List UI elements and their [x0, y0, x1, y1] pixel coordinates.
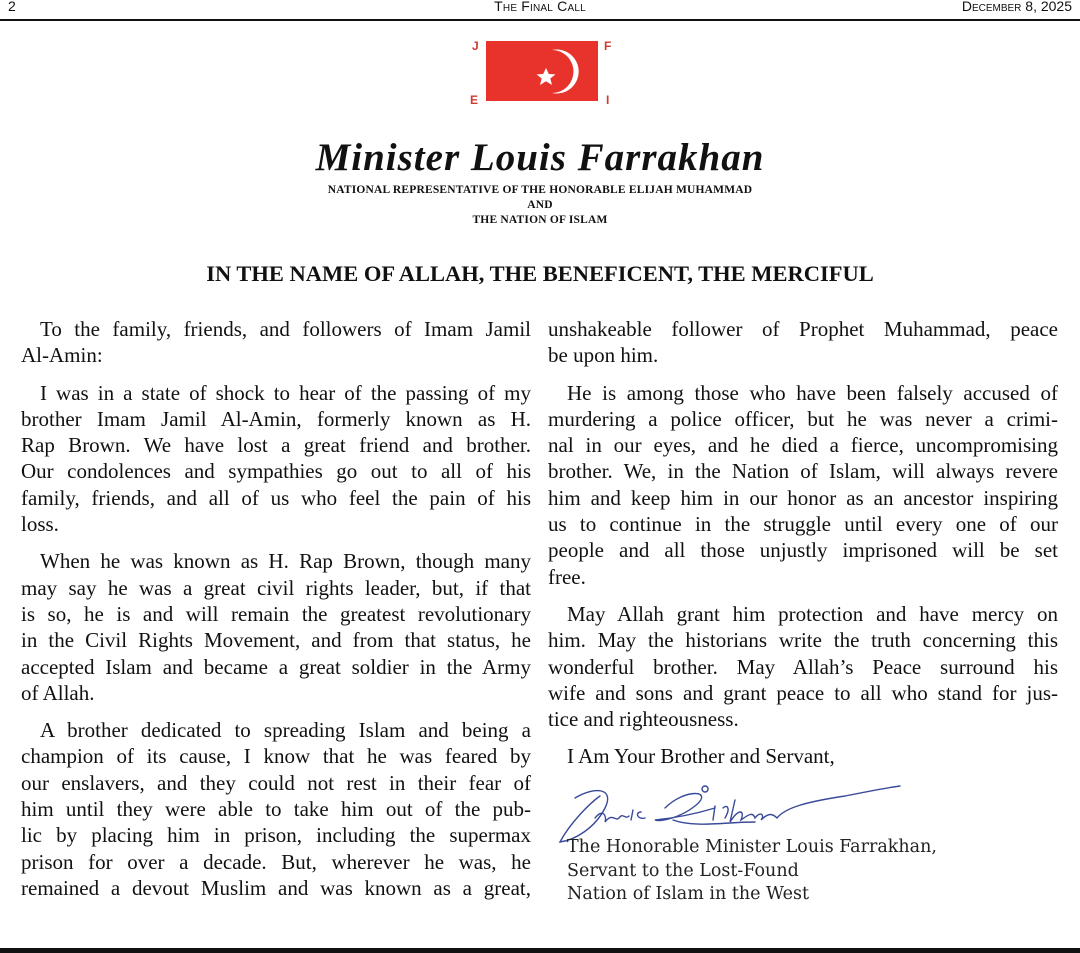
paragraph: [21, 316, 531, 369]
text-line: wonderful brother. May Allah’s Peace surround his: [548, 654, 1058, 679]
paragraph: [548, 743, 1058, 769]
headline: IN THE NAME OF ALLAH, THE BENEFICENT, THE MERCIFUL: [206, 261, 874, 286]
text-line: Al-Amin:: [21, 343, 103, 368]
paragraph: [21, 380, 531, 538]
closing-line1: The Honorable Minister Louis Farrakhan,: [567, 837, 937, 857]
header-rule: [0, 19, 1080, 21]
closing-line3: Nation of Islam in the West: [567, 884, 809, 904]
text-line: loss.: [21, 512, 59, 537]
text-line: Rap Brown. We have lost a great friend and brother.: [21, 433, 531, 458]
text-line: tice and righteousness.: [548, 707, 739, 732]
emblem-letter-j: J: [472, 39, 479, 53]
text-line: him and keep him in our honor as an ancestor inspiring: [548, 485, 1058, 510]
text-line: brother Imam Jamil Al-Amin, formerly known as H.: [21, 406, 531, 431]
text-line: prison for over a decade. But, wherever he was, he: [21, 849, 531, 874]
text-line: Our condolences and sympathies go out to all of his: [21, 459, 531, 484]
text-line: unshakeable follower of Prophet Muhammad, peace: [548, 317, 1058, 341]
closing-line2: Servant to the Lost-Found: [567, 860, 799, 881]
text-line: I was in a state of shock to hear of the passing of my: [40, 380, 531, 405]
column-left: [21, 316, 531, 912]
column-right: [548, 316, 1058, 781]
emblem-letter-f: F: [604, 39, 612, 53]
text-line: him. May the historians write the truth concerning this: [548, 628, 1058, 653]
text-line: To the family, friends, and followers of Imam Jamil: [40, 317, 531, 341]
masthead-line2: AND: [527, 199, 553, 211]
text-line: nal in our eyes, and he died a fierce, uncompromising: [548, 433, 1058, 458]
text-line: lic by placing him in prison, including the supermax: [21, 823, 531, 848]
text-line: him until they were able to take him out of the pub-: [21, 797, 531, 822]
flag-field: [486, 41, 598, 101]
publication-name: The Final Call: [494, 0, 586, 14]
footer-rule: [0, 948, 1080, 953]
text-line: I Am Your Brother and Servant,: [567, 744, 835, 769]
flag-star-crescent-icon: [466, 36, 616, 108]
paragraph: [548, 380, 1058, 590]
text-line: A brother dedicated to spreading Islam and being a: [40, 718, 531, 743]
text-line: remained a devout Muslim and was known as a great,: [21, 875, 531, 900]
issue-date: December 8, 2025: [961, 0, 1072, 14]
text-line: people and all those unjustly imprisoned will be set: [548, 538, 1058, 563]
text-line: our enslavers, and they could not rest in their fear of: [21, 770, 531, 795]
emblem-letter-i: I: [606, 93, 610, 107]
text-line: brother. We, in the Nation of Islam, will always revere: [548, 459, 1058, 484]
masthead-name: Minister Louis Farrakhan: [315, 136, 765, 179]
text-line: of Allah.: [21, 680, 95, 705]
text-line: When he was known as H. Rap Brown, though many: [40, 549, 531, 574]
closing-block: [567, 836, 937, 907]
paragraph: [548, 316, 1058, 369]
text-line: May Allah grant him protection and have mercy on: [567, 601, 1058, 626]
text-line: wife and sons and grant peace to all who stand for jus-: [548, 680, 1058, 705]
text-line: free.: [548, 564, 586, 589]
text-line: is so, he is and will remain the greatest revolutionary: [21, 601, 531, 626]
page-header: [0, 0, 1080, 19]
emblem-letter-e: E: [470, 93, 479, 107]
page-number: 2: [8, 0, 16, 14]
text-line: may say he was a great civil rights leader, but, if that: [21, 575, 531, 600]
paragraph: [548, 601, 1058, 732]
text-line: in the Civil Rights Movement, and from that status, he: [21, 628, 531, 653]
paragraph: [21, 548, 531, 706]
text-line: us to continue in the struggle until every one of our: [548, 512, 1058, 537]
text-line: be upon him.: [548, 343, 659, 368]
text-line: family, friends, and all of us who feel the pain of his: [21, 485, 531, 510]
text-line: murdering a police officer, but he was never a crimi-: [548, 406, 1058, 431]
masthead-line3: THE NATION OF ISLAM: [472, 214, 608, 226]
masthead-line1: NATIONAL REPRESENTATIVE OF THE HONORABLE ELIJAH MUHAMMAD: [327, 184, 753, 196]
text-line: champion of its cause, I know that he was feared by: [21, 744, 531, 769]
paragraph: [21, 717, 531, 901]
text-line: accepted Islam and became a great soldier in the Army: [21, 654, 531, 679]
text-line: He is among those who have been falsely accused of: [567, 380, 1058, 405]
